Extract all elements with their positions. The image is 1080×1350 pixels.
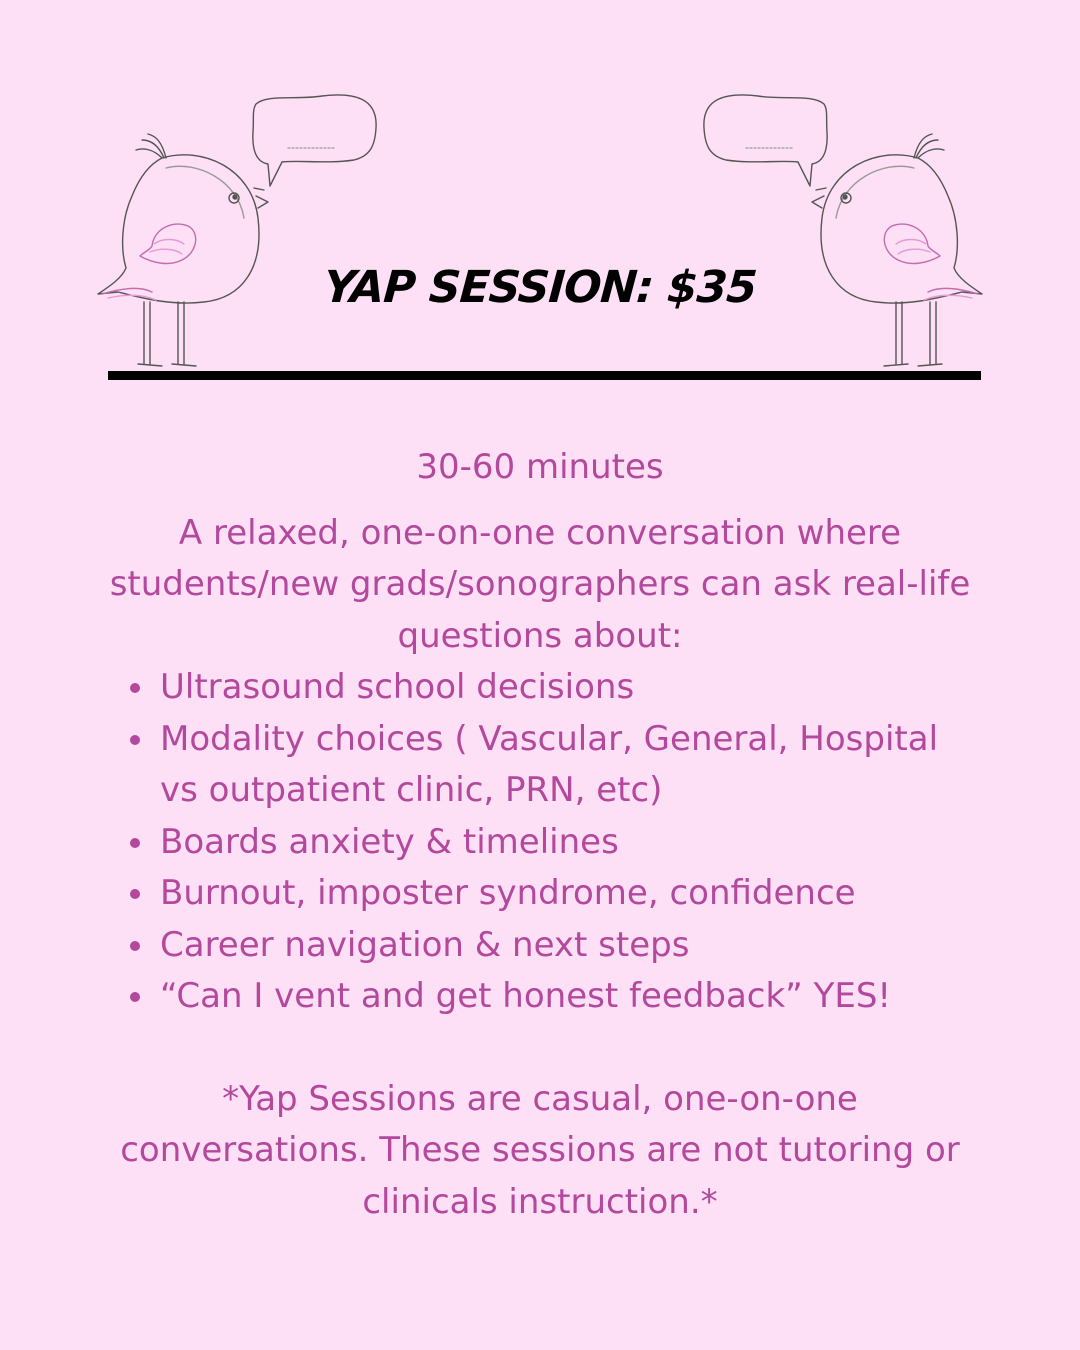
page-title: YAP SESSION: $35 [322, 262, 758, 313]
list-item: Boards anxiety & timelines [160, 817, 980, 869]
list-item: “Can I vent and get honest feedback” YES! [160, 971, 980, 1023]
left-bird-illustration [92, 88, 392, 378]
list-item: Modality choices ( Vascular, General, Hospital vs outpatient clinic, PRN, etc) [160, 714, 980, 817]
session-intro: A relaxed, one-on-one conversation where students/new grads/sonographers can ask real-life questions about: [109, 512, 971, 656]
list-item: Career navigation & next steps [160, 920, 980, 972]
bird-with-speech-bubble-icon [688, 88, 988, 378]
topic-list [100, 662, 980, 1023]
title-divider [108, 371, 981, 380]
session-disclaimer: *Yap Sessions are casual, one-on-one conversations. These sessions are not tutoring or clinicals instruction.* [120, 1078, 960, 1222]
list-item: Burnout, imposter syndrome, confidence [160, 868, 980, 920]
session-details [100, 442, 980, 1228]
session-duration: 30-60 minutes [416, 447, 664, 487]
right-bird-illustration [688, 88, 988, 378]
list-item: Ultrasound school decisions [160, 662, 980, 714]
bird-with-speech-bubble-icon [92, 88, 392, 378]
